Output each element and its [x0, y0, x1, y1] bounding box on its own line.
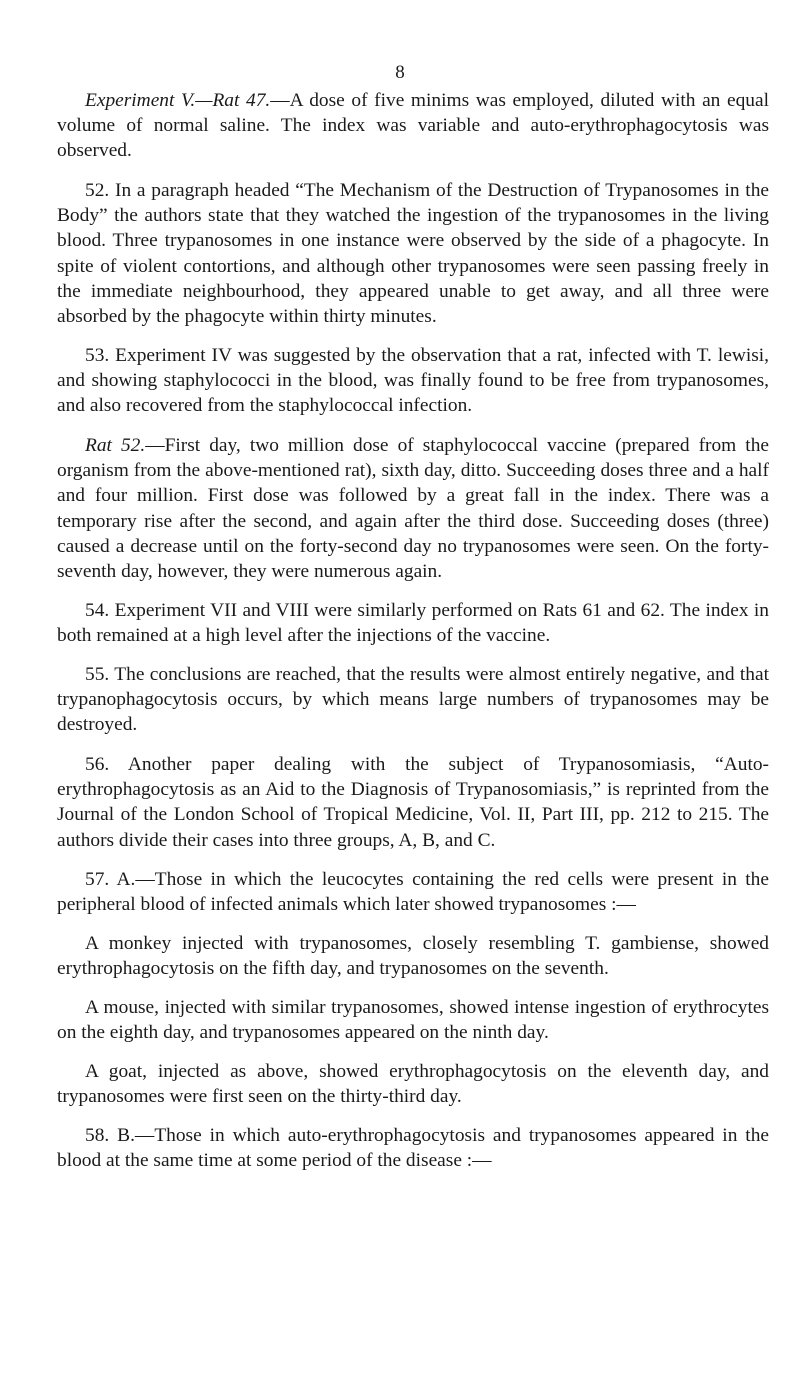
paragraph-57 [57, 867, 769, 917]
paragraph-text: 58. B.—Those in which auto-erythrophagocytosis and trypanosomes appeared in the blood at the same time at some period of the disease :— [57, 1125, 769, 1172]
paragraph-text: 57. A.—Those in which the leucocytes containing the red cells were present in the peripheral blood of infected animals which later showed trypanosomes :— [57, 869, 769, 916]
paragraph-rat-52 [57, 433, 769, 584]
paragraph-52 [57, 178, 769, 329]
paragraph-text: A mouse, injected with similar trypanosomes, showed intense ingestion of erythrocytes on the eighth day, and trypanosomes appeared on the ninth day. [57, 997, 769, 1044]
paragraph-text: A monkey injected with trypanosomes, closely resembling T. gambiense, showed erythrophagocytosis on the fifth day, and trypanosomes on the seventh. [57, 933, 769, 980]
paragraph-label: Rat 52. [85, 435, 146, 456]
paragraph-text: 55. The conclusions are reached, that the results were almost entirely negative, and that trypanophagocytosis occurs, by which means large numbers of trypanosomes may be destroyed. [57, 664, 769, 736]
paragraph-text: 54. Experiment VII and VIII were similarly performed on Rats 61 and 62. The index in both remained at a high level after the injections of the vaccine. [57, 600, 769, 647]
paragraph-text: —A dose of five minims was employed, diluted with an equal volume of normal saline. The index was variable and auto-erythrophagocytosis was observed. [57, 90, 769, 162]
paragraph-text: —First day, two million dose of staphylococcal vaccine (prepared from the organism from the above-mentioned rat), sixth day, ditto. Succeeding doses three and a half and four million. First dose was followed by a great fall in the index. There was a temporary rise after the second, and again after the third dose. Succeeding doses (three) caused a decrease until on the forty-second day no trypanosomes were seen. On the forty-seventh day, however, they were numerous again. [57, 435, 769, 583]
paragraph-54 [57, 598, 769, 648]
paragraph-text: A goat, injected as above, showed erythrophagocytosis on the eleventh day, and trypanosomes were first seen on the thirty-third day. [57, 1061, 769, 1108]
paragraph-mouse [57, 995, 769, 1045]
paragraph-56 [57, 752, 769, 853]
paragraph-58 [57, 1123, 769, 1173]
paragraph-text: 56. Another paper dealing with the subject of Trypanosomiasis, “Auto-erythrophagocytosis as an Aid to the Diagnosis of Trypanosomiasis,” is reprinted from the Journal of the London School of Tropical Medicine, Vol. II, Part III, pp. 212 to 215. The authors divide their cases into three groups, A, B, and C. [57, 754, 769, 851]
paragraph-53 [57, 343, 769, 419]
paragraph-label: Experiment V.—Rat 47. [85, 90, 271, 111]
paragraph-55 [57, 662, 769, 738]
page-number: 8 [395, 62, 405, 83]
paragraph-goat [57, 1059, 769, 1109]
paragraph-text: 53. Experiment IV was suggested by the observation that a rat, infected with T. lewisi, and showing staphylococci in the blood, was finally found to be free from trypanosomes, and also recovered from the staphylococcal infection. [57, 345, 769, 417]
paragraph-text: 52. In a paragraph headed “The Mechanism of the Destruction of Trypanosomes in the Body” the authors state that they watched the ingestion of the trypanosomes in the living blood. Three trypanosomes in one instance were observed by the side of a phagocyte. In spite of violent contortions, and although other trypanosomes were seen passing freely in the immediate neighbourhood, they appeared unable to get away, and all three were absorbed by the phagocyte within thirty minutes. [57, 180, 769, 328]
paragraph-monkey [57, 931, 769, 981]
paragraph-experiment-v [57, 88, 769, 164]
